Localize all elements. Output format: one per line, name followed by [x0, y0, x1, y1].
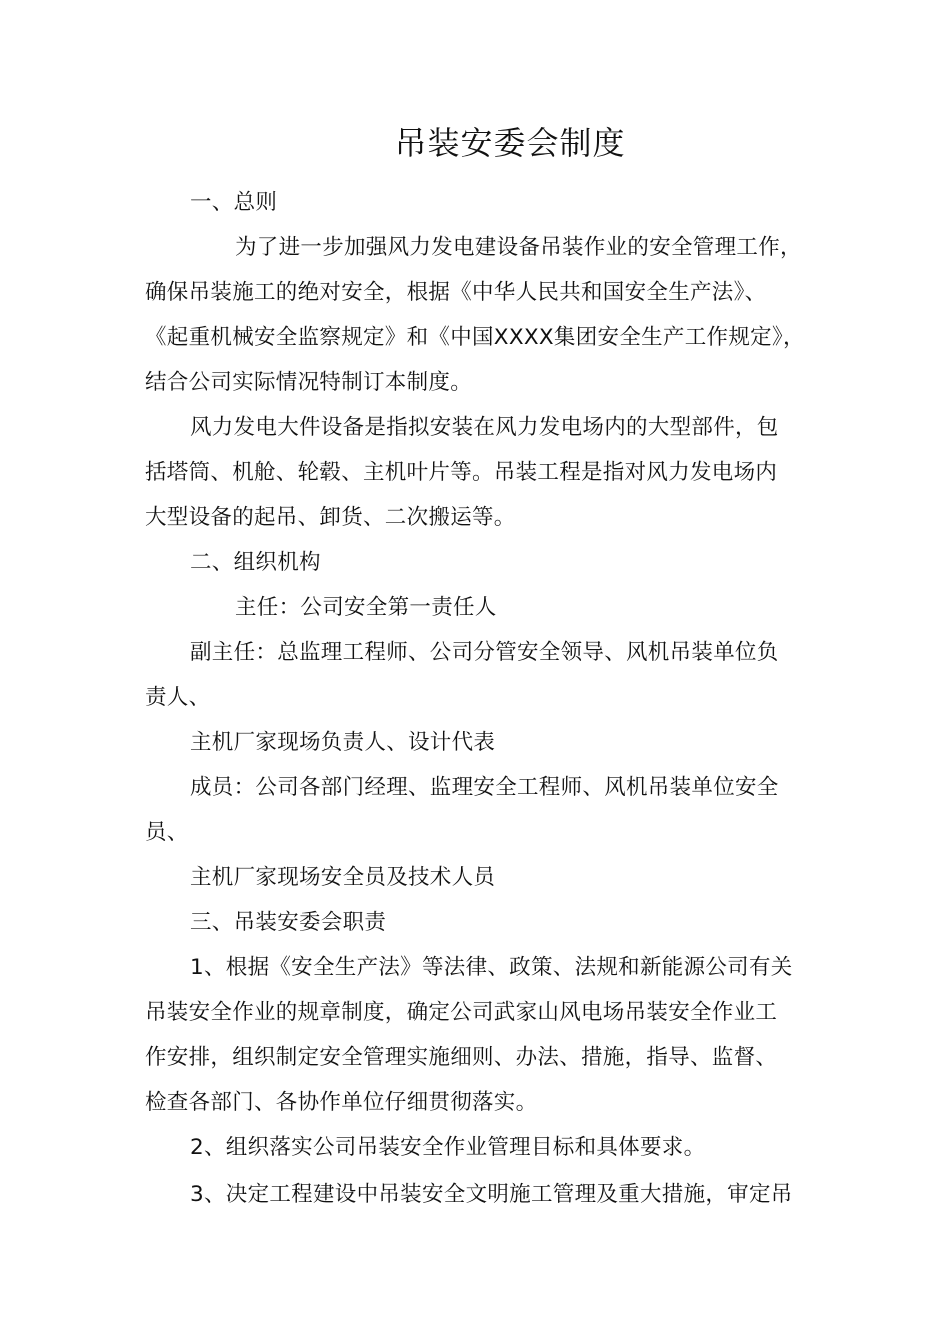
paragraph-line: 风力发电大件设备是指拟安装在风力发电场内的大型部件，包 [190, 415, 779, 440]
section-heading-duties: 三、吊装安委会职责 [190, 910, 387, 935]
paragraph-line: 1、根据《安全生产法》等法律、政策、法规和新能源公司有关 [190, 955, 793, 980]
paragraph-line: 为了进一步加强风力发电建设备吊装作业的安全管理工作， [235, 235, 802, 260]
document-title: 吊装安委会制度 [394, 124, 626, 162]
paragraph-line: 确保吊装施工的绝对安全，根据《中华人民共和国安全生产法》、 [145, 280, 767, 305]
paragraph-line: 《起重机械安全监察规定》和《中国XXXX集团安全生产工作规定》， [145, 325, 805, 350]
paragraph-line: 3、决定工程建设中吊装安全文明施工管理及重大措施，审定吊 [190, 1182, 793, 1207]
paragraph-line: 吊装安全作业的规章制度，确定公司武家山风电场吊装安全作业工 [145, 1000, 778, 1025]
section-heading-organization: 二、组织机构 [190, 550, 321, 575]
paragraph-line: 主任：公司安全第一责任人 [235, 595, 497, 620]
paragraph-line: 结合公司实际情况特制订本制度。 [145, 370, 473, 395]
paragraph-line: 大型设备的起吊、卸货、二次搬运等。 [145, 505, 516, 530]
paragraph-line: 作安排，组织制定安全管理实施细则、办法、措施，指导、监督、 [145, 1045, 778, 1070]
paragraph-line: 副主任：总监理工程师、公司分管安全领导、风机吊装单位负 [190, 640, 779, 665]
paragraph-line: 括塔筒、机舱、轮毂、主机叶片等。吊装工程是指对风力发电场内 [145, 460, 778, 485]
paragraph-line: 责人、 [145, 685, 211, 710]
paragraph-line: 2、组织落实公司吊装安全作业管理目标和具体要求。 [190, 1135, 706, 1160]
paragraph-line: 检查各部门、各协作单位仔细贯彻落实。 [145, 1090, 538, 1115]
paragraph-line: 主机厂家现场安全员及技术人员 [190, 865, 496, 890]
paragraph-line: 成员：公司各部门经理、监理安全工程师、风机吊装单位安全 [190, 775, 779, 800]
section-heading-general: 一、总则 [190, 190, 278, 215]
paragraph-line: 员、 [145, 820, 189, 845]
paragraph-line: 主机厂家现场负责人、设计代表 [190, 730, 496, 755]
